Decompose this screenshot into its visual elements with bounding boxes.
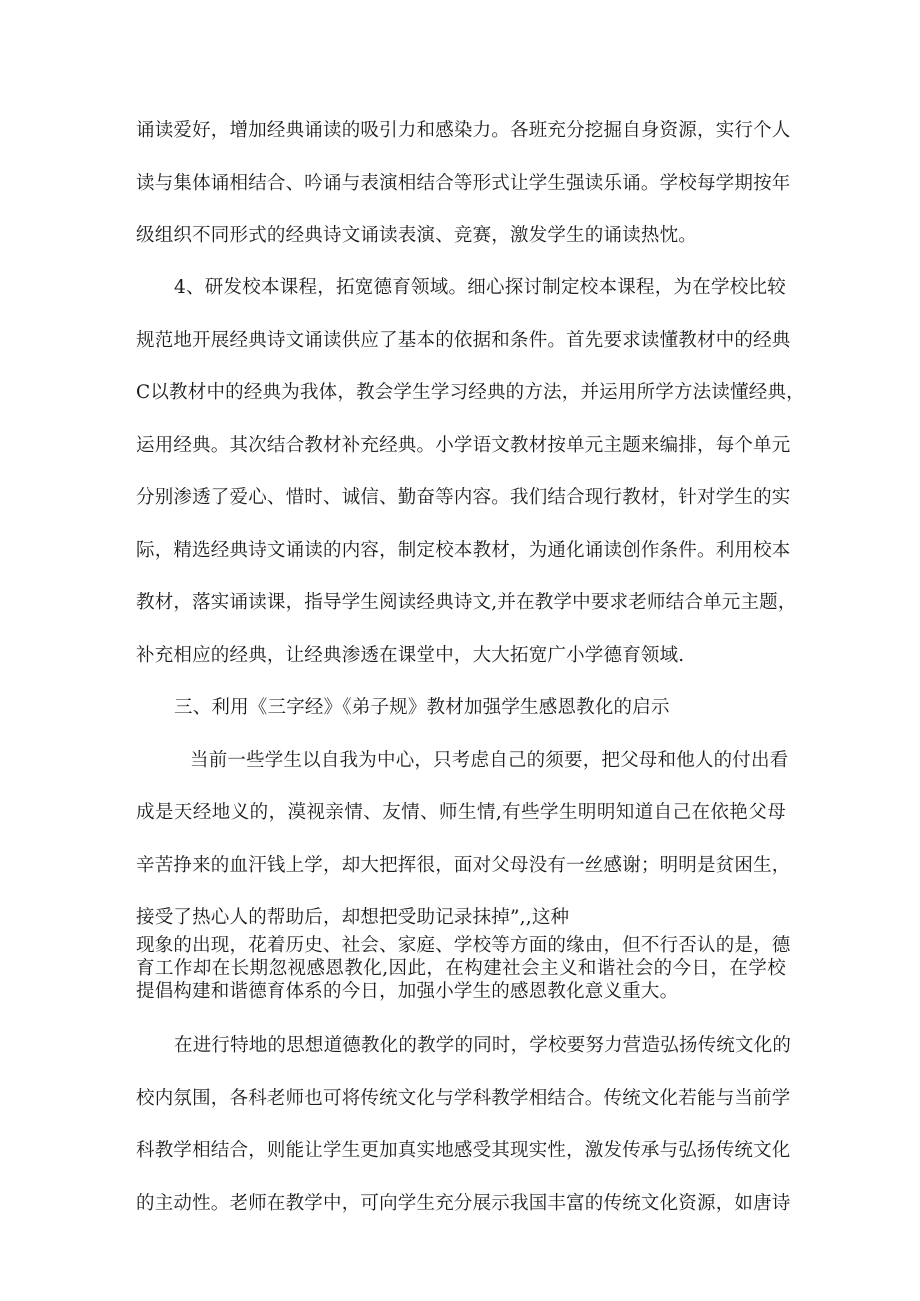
text-line-1: 诵读爱好，增加经典诵读的吸引力和感染力。各班充分挖掘自身资源，实行个人 bbox=[136, 120, 791, 141]
text-line-6: C以教材中的经典为我体，教会学生学习经典的方法，并运用所学方法读懂经典， bbox=[136, 382, 805, 403]
text-line-16: 接受了热心人的帮助后，却想把受助记录抹掉”,,这种 bbox=[136, 907, 570, 928]
text-line-15: 辛苦挣来的血汗钱上学，却大把挥很，面对父母没有一丝感谢；明明是贫困生， bbox=[136, 855, 791, 876]
text-line-22: 科教学相结合，则能让学生更加真实地感受其现实性，激发传承与弘扬传统文化 bbox=[136, 1140, 791, 1161]
text-line-7: 运用经典。其次结合教材补充经典。小学语文教材按单元主题来编排，每个单元 bbox=[136, 435, 791, 456]
text-line-13: 当前一些学生以自我为中心，只考虑自己的须要，把父母和他人的付出看 bbox=[190, 750, 789, 771]
text-line-5: 规范地开展经典诗文诵读供应了基本的依据和条件。首先要求读懂教材中的经典 bbox=[136, 330, 791, 351]
section-heading: 三、利用《三字经》《弟子规》教材加强学生感恩教化的启示 bbox=[174, 697, 670, 718]
text-line-23: 的主动性。老师在教学中，可向学生充分展示我国丰富的传统文化资源，如唐诗 bbox=[136, 1193, 791, 1214]
text-line-11: 补充相应的经典，让经典渗透在课堂中，大大拓宽广小学德育领域. bbox=[136, 645, 685, 666]
text-line-20: 在进行特地的思想道德教化的教学的同时，学校要努力营造弘扬传统文化的 bbox=[174, 1035, 792, 1056]
text-line-14: 成是天经地义的，漠视亲情、友情、师生情,有些学生明明知道自己在依艳父母 bbox=[136, 802, 786, 823]
text-line-19: 提倡构建和谐德育体系的今日，加强小学生的感恩教化意义重大。 bbox=[136, 981, 679, 1002]
text-line-21: 校内氛围，各科老师也可将传统文化与学科教学相结合。传统文化若能与当前学 bbox=[136, 1088, 791, 1109]
text-line-4: 4、研发校本课程，拓宽德育领域。细心探讨制定校本课程，为在学校比较 bbox=[174, 277, 786, 298]
text-line-9: 际，精选经典诗文诵读的内容，制定校本教材，为通化诵读创作条件。利用校本 bbox=[136, 540, 791, 561]
text-line-10: 教材，落实诵读课，指导学生阅读经典诗文,并在教学中要求老师结合单元主题， bbox=[136, 592, 797, 613]
text-line-2: 读与集体诵相结合、吟诵与表演相结合等形式让学生强读乐诵。学校每学期按年 bbox=[136, 173, 791, 194]
text-line-8: 分别渗透了爱心、惜时、诚信、勤奋等内容。我们结合现行教材，针对学生的实 bbox=[136, 487, 791, 508]
text-line-17: 现象的出现，花着历史、社会、家庭、学校等方面的缘由，但不行否认的是，德 bbox=[136, 935, 791, 956]
text-line-3: 级组织不同形式的经典诗文诵读表演、竞赛，激发学生的诵读热忱。 bbox=[136, 225, 698, 246]
text-line-18: 育工作却在长期忽视感恩教化,因此，在构建社会主义和谐社会的今日，在学校 bbox=[136, 958, 786, 979]
